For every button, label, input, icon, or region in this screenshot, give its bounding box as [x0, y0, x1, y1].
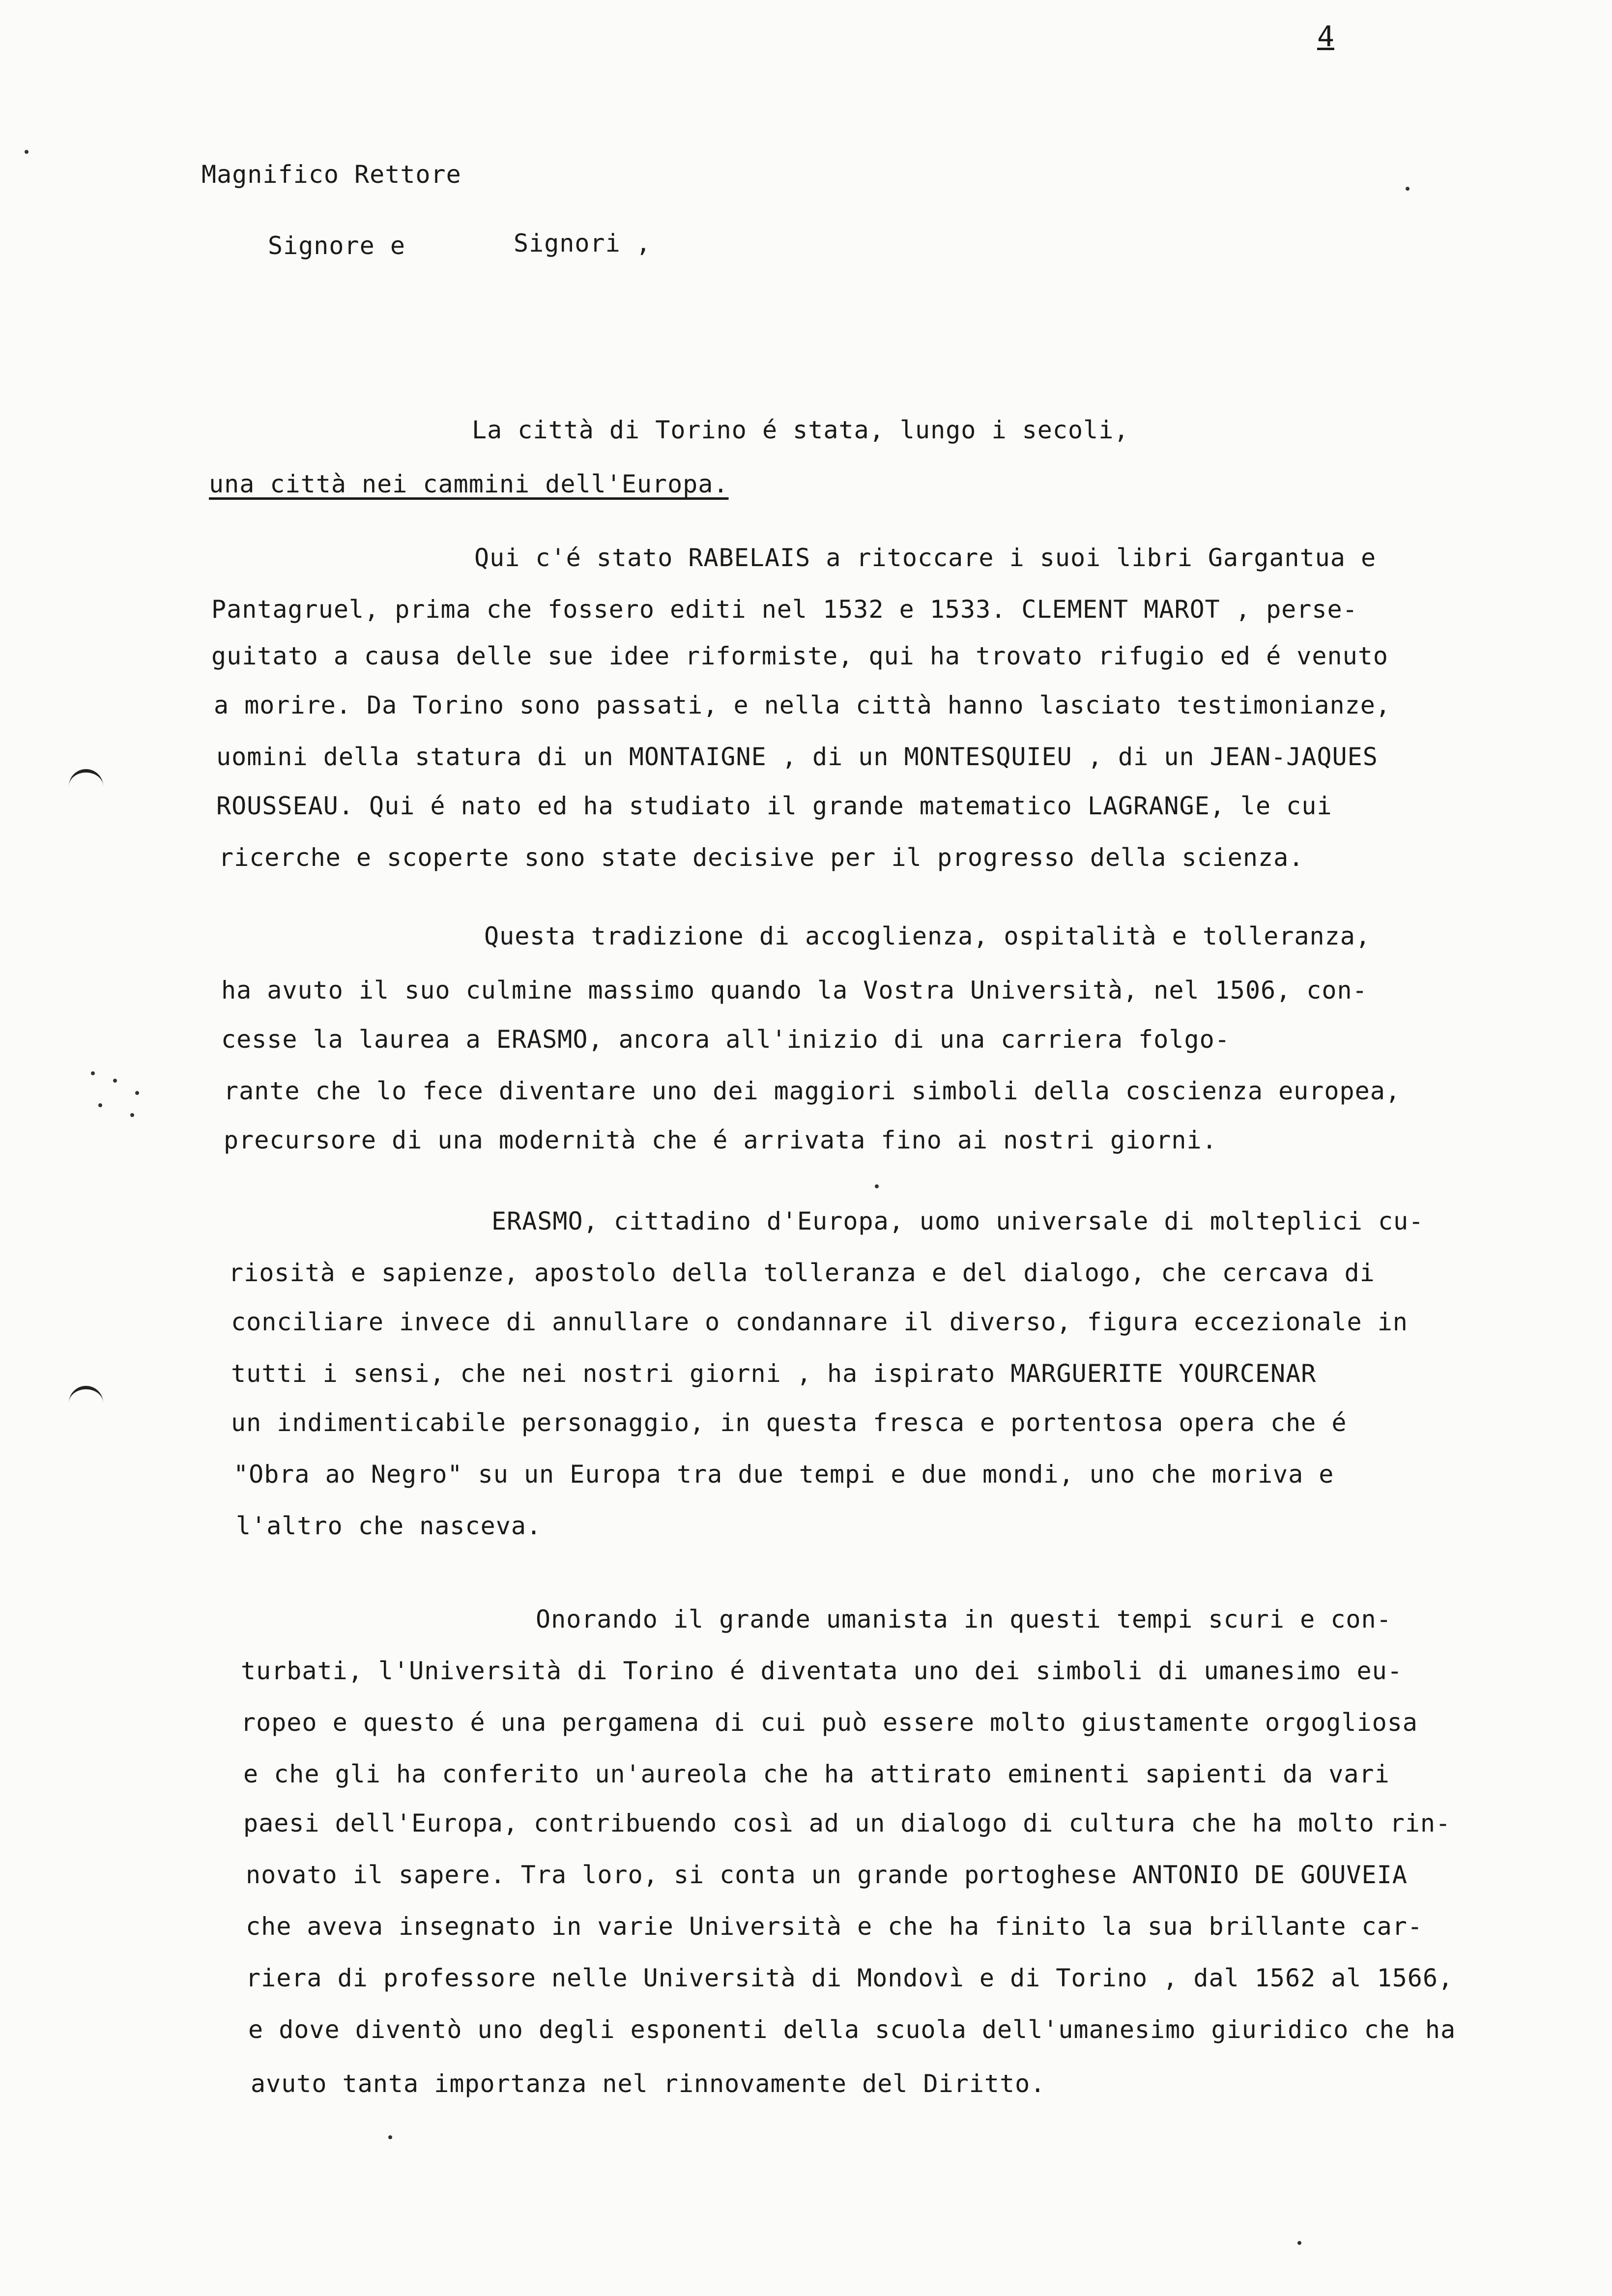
text-line: ha avuto il suo culmine massimo quando la Vostra Università, nel 1506, con- — [221, 976, 1368, 1004]
text-line: che aveva insegnato in varie Università e che ha finito la sua brillante car- — [246, 1912, 1423, 1941]
text-line: "Obra ao Negro" su un Europa tra due tempi e due mondi, uno che moriva e — [233, 1460, 1334, 1489]
text-line: Qui c'é stato RABELAIS a ritoccare i suoi libri Gargantua e — [474, 544, 1377, 572]
text-line: conciliare invece di annullare o condannare il diverso, figura eccezionale in — [231, 1308, 1408, 1336]
salutation-line: Signori , — [514, 229, 651, 258]
text-line: turbati, l'Università di Torino é diventata uno dei simboli di umanesimo eu- — [241, 1657, 1403, 1685]
text-line: una città nei cammini dell'Europa. — [209, 470, 729, 498]
page-number: 4 — [1317, 20, 1334, 53]
scan-speck — [130, 1113, 134, 1117]
text-line: riera di professore nelle Università di Mondovì e di Torino , dal 1562 al 1566, — [246, 1964, 1454, 1992]
text-line: ricerche e scoperte sono state decisive per il progresso della scienza. — [219, 843, 1304, 872]
text-line: Onorando il grande umanista in questi tempi scuri e con- — [536, 1605, 1392, 1634]
punch-hole-mark — [69, 1386, 103, 1409]
scan-speck — [113, 1079, 117, 1083]
text-line: uomini della statura di un MONTAIGNE , di un MONTESQUIEU , di un JEAN-JAQUES — [216, 743, 1378, 771]
text-line: avuto tanta importanza nel rinnovamente del Diritto. — [251, 2069, 1046, 2098]
scan-speck — [135, 1091, 139, 1095]
scan-speck — [1297, 2241, 1301, 2245]
text-line: l'altro che nasceva. — [236, 1512, 542, 1540]
text-line: riosità e sapienze, apostolo della tolleranza e del dialogo, che cercava di — [229, 1259, 1375, 1287]
scan-speck — [1406, 187, 1410, 191]
text-line: La città di Torino é stata, lungo i secoli, — [472, 416, 1129, 444]
text-line: precursore di una modernità che é arrivata fino ai nostri giorni. — [224, 1126, 1217, 1154]
text-line: ROUSSEAU. Qui é nato ed ha studiato il grande matematico LAGRANGE, le cui — [216, 792, 1332, 820]
salutation-line: Magnifico Rettore — [202, 160, 461, 189]
punch-hole-mark — [69, 769, 103, 792]
text-line: rante che lo fece diventare uno dei maggiori simboli della coscienza europea, — [224, 1077, 1401, 1105]
salutation-line: Signore e — [268, 231, 405, 260]
text-line: ropeo e questo é una pergamena di cui può essere molto giustamente orgogliosa — [241, 1708, 1418, 1737]
scan-speck — [25, 150, 29, 154]
scan-speck — [91, 1071, 95, 1075]
text-line: guitato a causa delle sue idee riformiste, qui ha trovato rifugio ed é venuto — [211, 642, 1388, 670]
text-line: cesse la laurea a ERASMO, ancora all'inizio di una carriera folgo- — [221, 1025, 1230, 1054]
text-line: un indimenticabile personaggio, in questa fresca e portentosa opera che é — [231, 1408, 1347, 1437]
text-line: novato il sapere. Tra loro, si conta un grande portoghese ANTONIO DE GOUVEIA — [246, 1861, 1408, 1889]
scan-speck — [98, 1103, 102, 1107]
text-line: paesi dell'Europa, contribuendo così ad un dialogo di cultura che ha molto rin- — [243, 1809, 1451, 1837]
text-line: e che gli ha conferito un'aureola che ha attirato eminenti sapienti da vari — [243, 1760, 1390, 1788]
text-line: a morire. Da Torino sono passati, e nella città hanno lasciato testimonianze, — [214, 691, 1391, 719]
scan-speck — [388, 2135, 392, 2139]
text-line: Questa tradizione di accoglienza, ospitalità e tolleranza, — [484, 922, 1371, 950]
text-line: Pantagruel, prima che fossero editi nel 1532 e 1533. CLEMENT MAROT , perse- — [211, 595, 1358, 624]
text-line: tutti i sensi, che nei nostri giorni , ha ispirato MARGUERITE YOURCENAR — [231, 1359, 1317, 1388]
text-line: e dove diventò uno degli esponenti della scuola dell'umanesimo giuridico che ha — [248, 2015, 1456, 2044]
scan-speck — [875, 1184, 879, 1188]
text-line: ERASMO, cittadino d'Europa, uomo universale di molteplici cu- — [491, 1207, 1424, 1235]
